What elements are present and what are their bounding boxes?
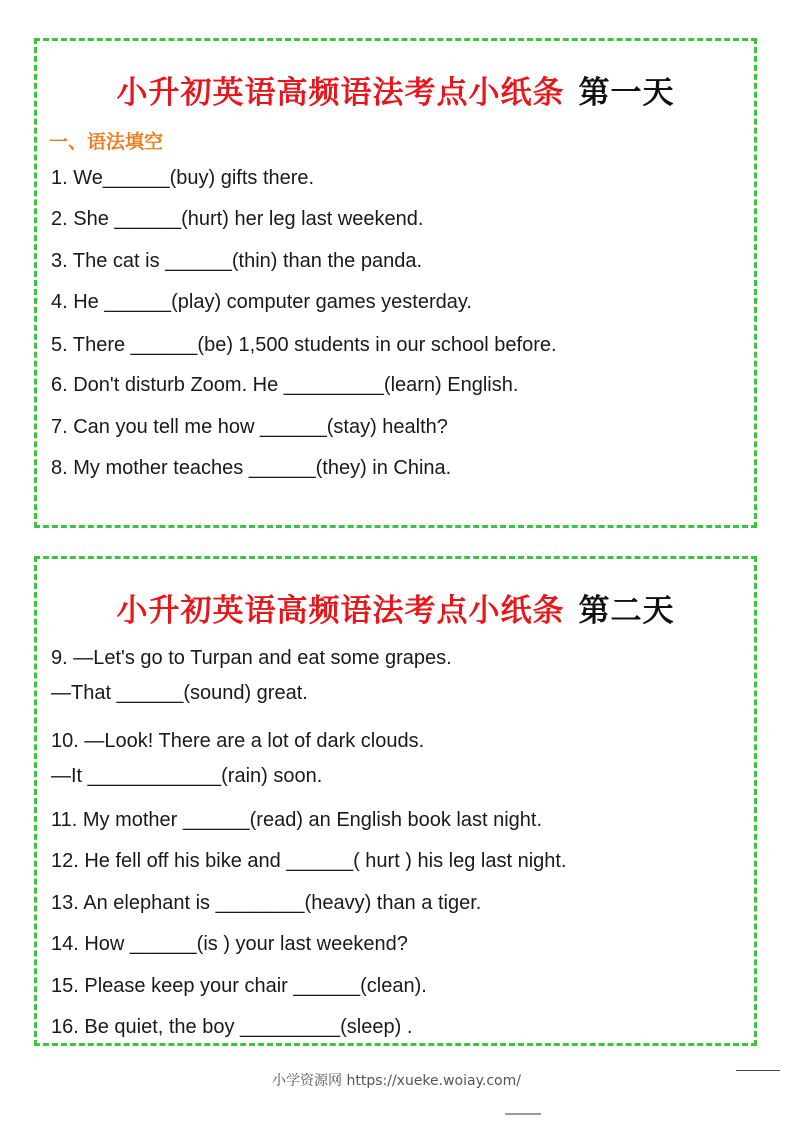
question-13: 13. An elephant is ________(heavy) than a tiger. (51, 892, 482, 914)
question-9: 9. —Let's go to Turpan and eat some grapes. (51, 647, 452, 669)
question-1: 1. We______(buy) gifts there. (51, 167, 315, 189)
question-2: 2. She ______(hurt) her leg last weekend. (51, 208, 424, 230)
question-12: 12. He fell off his bike and ______( hurt ) his leg last night. (51, 850, 567, 872)
section-heading: 一、语法填空 (49, 131, 164, 153)
decorative-line (736, 1070, 780, 1071)
question-14: 14. How ______(is ) your last weekend? (51, 933, 408, 955)
question-7: 7. Can you tell me how ______(stay) health? (51, 416, 448, 438)
day2-card (34, 556, 757, 1046)
question-5: 5. There ______(be) 1,500 students in our school before. (51, 334, 557, 356)
question-10: 10. —Look! There are a lot of dark clouds. (51, 730, 425, 752)
day1-title-main: 小升初英语高频语法考点小纸条 (116, 75, 565, 111)
decorative-line (505, 1113, 541, 1115)
day1-title (37, 67, 754, 112)
question-8: 8. My mother teaches ______(they) in China. (51, 457, 452, 479)
day2-title-main: 小升初英语高频语法考点小纸条 (116, 593, 565, 629)
day1-title-day: 第一天 (578, 75, 675, 111)
day1-card (34, 38, 757, 528)
footer-source: 小学资源网 https://xueke.woiay.com/ (272, 1073, 521, 1089)
question-9-reply: —That ______(sound) great. (51, 682, 308, 704)
day2-title-day: 第二天 (578, 593, 675, 629)
question-16: 16. Be quiet, the boy _________(sleep) . (51, 1016, 413, 1038)
day2-title (37, 585, 754, 630)
question-15: 15. Please keep your chair ______(clean). (51, 975, 427, 997)
question-6: 6. Don't disturb Zoom. He _________(learn) English. (51, 374, 519, 396)
question-10-reply: —It ____________(rain) soon. (51, 765, 323, 787)
question-4: 4. He ______(play) computer games yesterday. (51, 291, 472, 313)
question-11: 11. My mother ______(read) an English book last night. (51, 809, 543, 831)
question-3: 3. The cat is ______(thin) than the panda. (51, 250, 423, 272)
